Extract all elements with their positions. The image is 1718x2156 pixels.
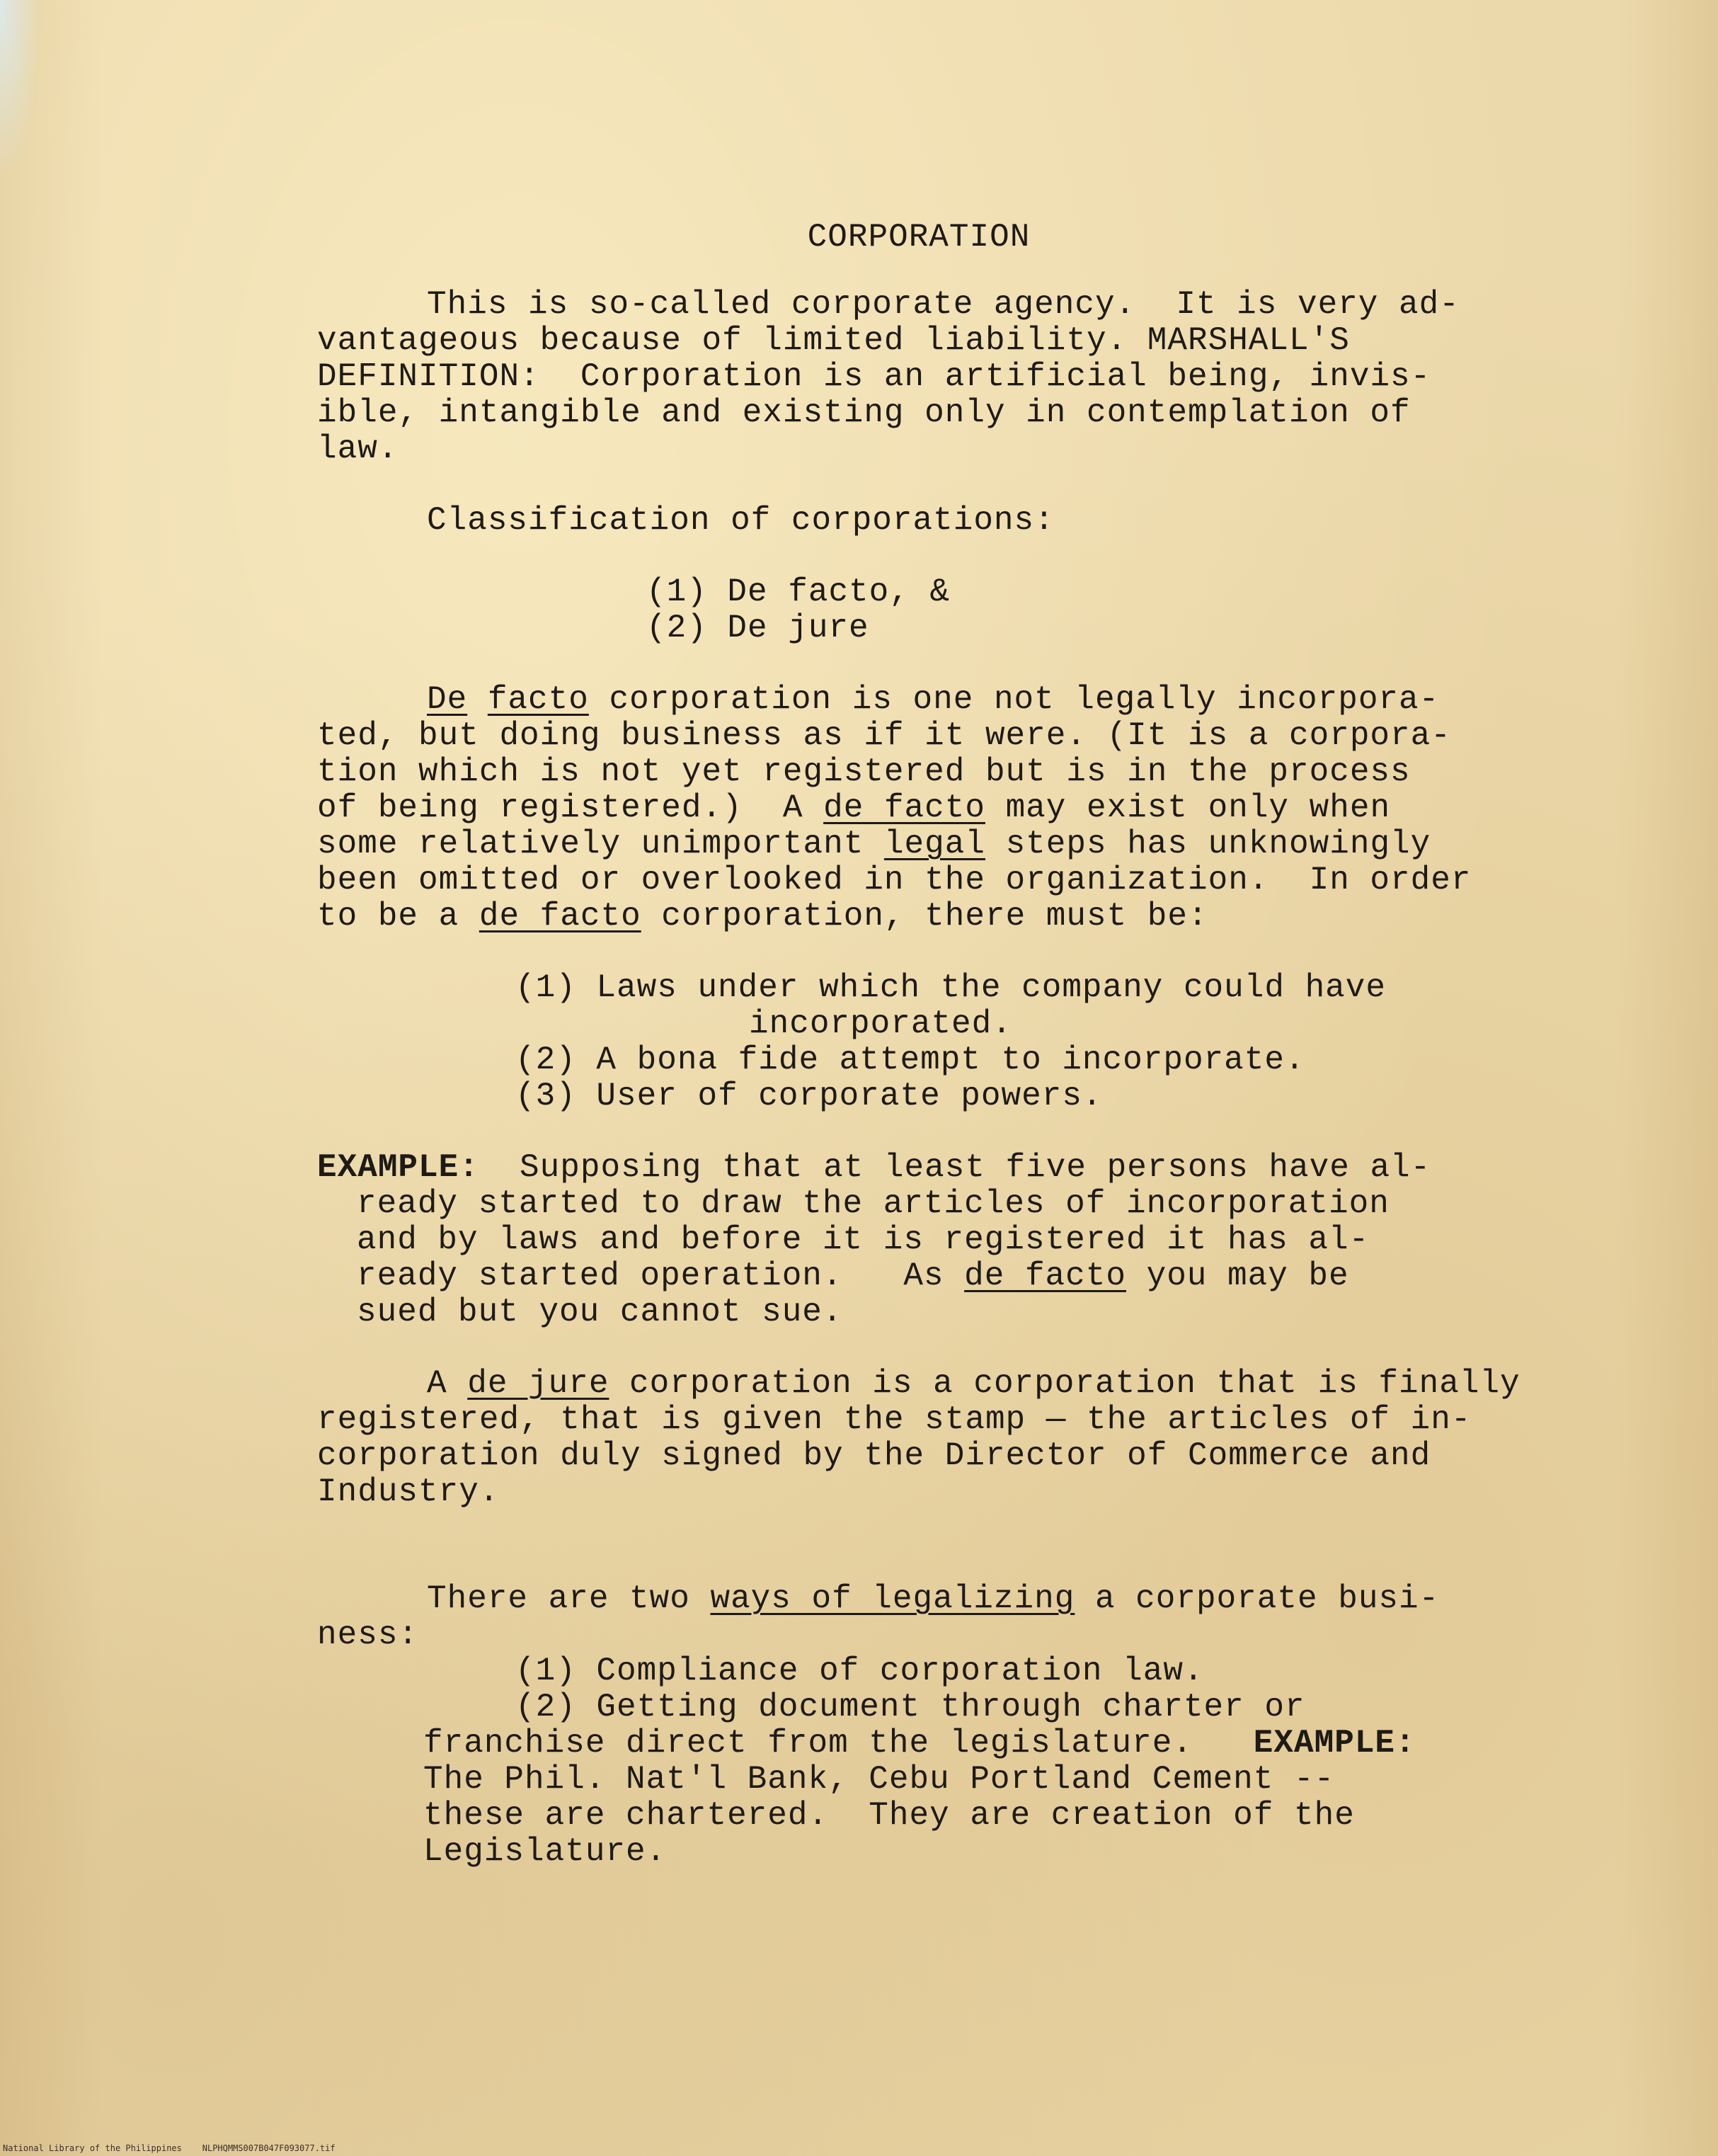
text-segment: Supposing that at least five persons have al- [479,1149,1431,1186]
requirement-item: (2) A bona fide attempt to incorporate. [515,1042,1305,1078]
text-line: vantageous because of limited liability. MARSHALL'S [317,322,1350,359]
text-line [317,899,1620,935]
paragraph-legalizing [317,1581,1620,1653]
paragraph-de-jure [317,1366,1620,1510]
archive-footer: National Library of the Philippines NLPHQMMS007B047F093077.tif [3,2143,336,2153]
text-line: tion which is not yet registered but is in the process [317,753,1411,790]
text-line: and by laws and before it is registered it has al- [357,1221,1370,1258]
ways-list [317,1653,1620,1870]
underlined-term: legal [883,826,985,862]
text-line: Industry. [317,1473,500,1510]
text-segment: ready started operation. As [357,1257,965,1294]
example-label: EXAMPLE: [1253,1725,1416,1762]
text-line [317,359,1620,395]
text-line [317,790,1620,826]
requirements-list [317,970,1620,1114]
requirement-item: (1) Laws under which the company could have [515,969,1386,1006]
text-line [317,1258,1620,1294]
classification-heading: Classification of corporations: [427,502,1055,539]
text-segment: some relatively unimportant [317,826,884,862]
way-item: (1) Compliance of corporation law. [515,1653,1204,1689]
underlined-term: de jure [467,1365,609,1402]
spacer [317,539,1620,574]
example-de-facto [317,1150,1620,1330]
text-segment: A [427,1365,468,1402]
requirement-item-continued: incorporated. [749,1005,1012,1042]
document-body [317,219,1620,1905]
text-line: ness: [317,1616,419,1653]
paper-stain [0,0,42,184]
text-line: these are chartered. They are creation of the [423,1797,1355,1834]
text-line: sued but you cannot sue. [357,1294,843,1330]
text-segment: of being registered.) A [317,789,824,826]
text-segment: may exist only when [985,789,1391,826]
underlined-term: de facto [964,1257,1126,1294]
document-title: CORPORATION [807,219,1031,256]
way-item: (2) Getting document through charter or [515,1689,1305,1726]
text-segment: a corporate busi- [1075,1580,1440,1617]
text-line: ted, but doing business as if it were. (It is a corpora- [317,717,1451,754]
text-segment: you may be [1126,1257,1349,1294]
text-segment: steps has unknowingly [985,826,1431,862]
definition-label: DEFINITION: [317,358,540,395]
text-segment: There are two [427,1580,711,1617]
classification-item: (2) De jure [646,610,869,646]
example-label: EXAMPLE: [317,1149,479,1186]
underlined-term: De [427,681,468,718]
spacer [317,1546,1620,1581]
text-line: ready started to draw the articles of incorporation [357,1185,1390,1222]
text-segment: Corporation is an artificial being, invis- [539,358,1431,395]
paragraph-definition [317,287,1620,467]
paragraph-de-facto [317,682,1620,935]
text-segment: corporation is one not legally incorpora- [588,681,1440,718]
text-line [317,1726,1620,1762]
text-segment: to be a [317,898,479,935]
text-segment: corporation, there must be: [641,898,1208,935]
text-line [317,682,1620,718]
text-line: registered, that is given the stamp — the articles of in- [317,1401,1472,1438]
text-line [317,1581,1620,1617]
classification-section [317,503,1620,646]
text-line: been omitted or overlooked in the organization. In order [317,862,1472,899]
text-line [317,826,1620,862]
underlined-term: facto [487,681,589,718]
text-line: ible, intangible and existing only in contemplation of [317,394,1411,431]
classification-item: (1) De facto, & [646,574,951,610]
text-line [317,1366,1620,1402]
text-segment: corporation is a corporation that is finally [609,1365,1521,1402]
underlined-term: de facto [479,898,641,935]
text-segment: franchise direct from the legislature. [423,1725,1254,1762]
text-line: law. [317,430,399,467]
text-line [317,1150,1620,1186]
text-line: corporation duly signed by the Director of Commerce and [317,1437,1431,1474]
text-line: The Phil. Nat'l Bank, Cebu Portland Cement -- [423,1761,1335,1798]
underlined-term: de facto [823,789,985,826]
underlined-term: ways of legalizing [710,1580,1075,1617]
text-line: Legislature. [423,1833,667,1870]
text-line: This is so-called corporate agency. It is very ad- [427,286,1460,323]
requirement-item: (3) User of corporate powers. [515,1078,1103,1114]
